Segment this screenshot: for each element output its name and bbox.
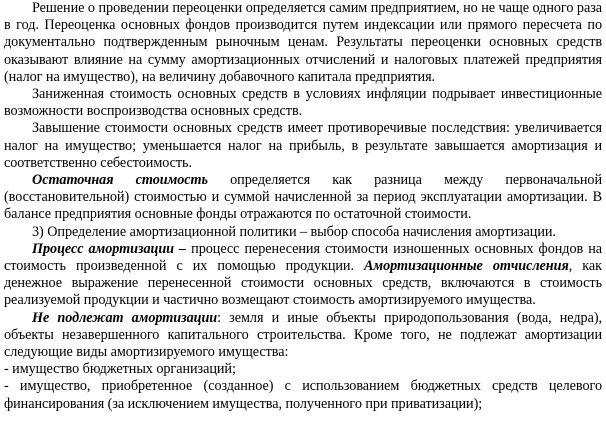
term-residual-value: Остаточная стоимость	[32, 172, 208, 189]
depreciation-process-definition: процесс перенесения стоимости изношенных основных фондов на стоимость произведенной с их помощью продукции.	[4, 240, 602, 275]
paragraph-not-depreciable	[4, 310, 602, 362]
term-depreciation-charges: Амортизационные отчисления	[364, 258, 569, 275]
term-not-depreciable: Не подлежат амортизации	[32, 309, 218, 326]
paragraph-revaluation-decision: Решение о проведении переоценки определяется самим предприятием, но не чаще одного раза в год. Переоценка основных фондов производится путем индексации или прямого пересчета по документально подтвержденным рыночным ценам. Результаты переоценки основных средств оказывают влияние на сумму амортизационных отчислений и налоговых платежей предприятия (налог на имущество), на величину добавочного капитала предприятия.	[4, 0, 602, 85]
paragraph-understated-cost: Заниженная стоимость основных средств в условиях инфляции подрывает инвестиционные возможности воспроизводства основных средств.	[4, 86, 602, 120]
not-depreciable-definition: : земля и иные объекты природопользования (вода, недра), объекты незавершенного капитального строительства. Кроме того, не подлежат амортизации следующие виды амортизируемого имущества:	[4, 309, 602, 361]
residual-value-definition: определяется как разница между первоначальной (восстановительной) стоимостью и суммой начисленной за период эксплуатации амортизации. В балансе предприятия основные фонды отражаются по остаточной стоимости.	[4, 172, 603, 223]
paragraph-residual-value	[4, 172, 602, 224]
paragraph-depreciation-policy: 3) Определение амортизационной политики – выбор способа начисления амортизации.	[32, 223, 556, 240]
list-item: - имущество, приобретенное (созданное) с использованием бюджетных средств целевого финансирования (за исключением имущества, полученного при приватизации);	[4, 378, 602, 412]
list-item: - имущество бюджетных организаций;	[4, 361, 236, 378]
depreciation-charges-definition: , как денежное выражение перенесенной стоимости основных средств, включаются в стоимость реализуемой продукции и частично возмещают стоимость амортизируемого имущества.	[4, 258, 602, 309]
term-depreciation-process: Процесс амортизации –	[32, 240, 187, 257]
paragraph-depreciation-process	[4, 241, 602, 310]
paragraph-overstated-cost: Завышение стоимости основных средств имеет противоречивые последствия: увеличивается налог на имущество; уменьшается налог на прибыль, в результате завышается амортизация и соответственно себестоимость.	[4, 120, 602, 171]
